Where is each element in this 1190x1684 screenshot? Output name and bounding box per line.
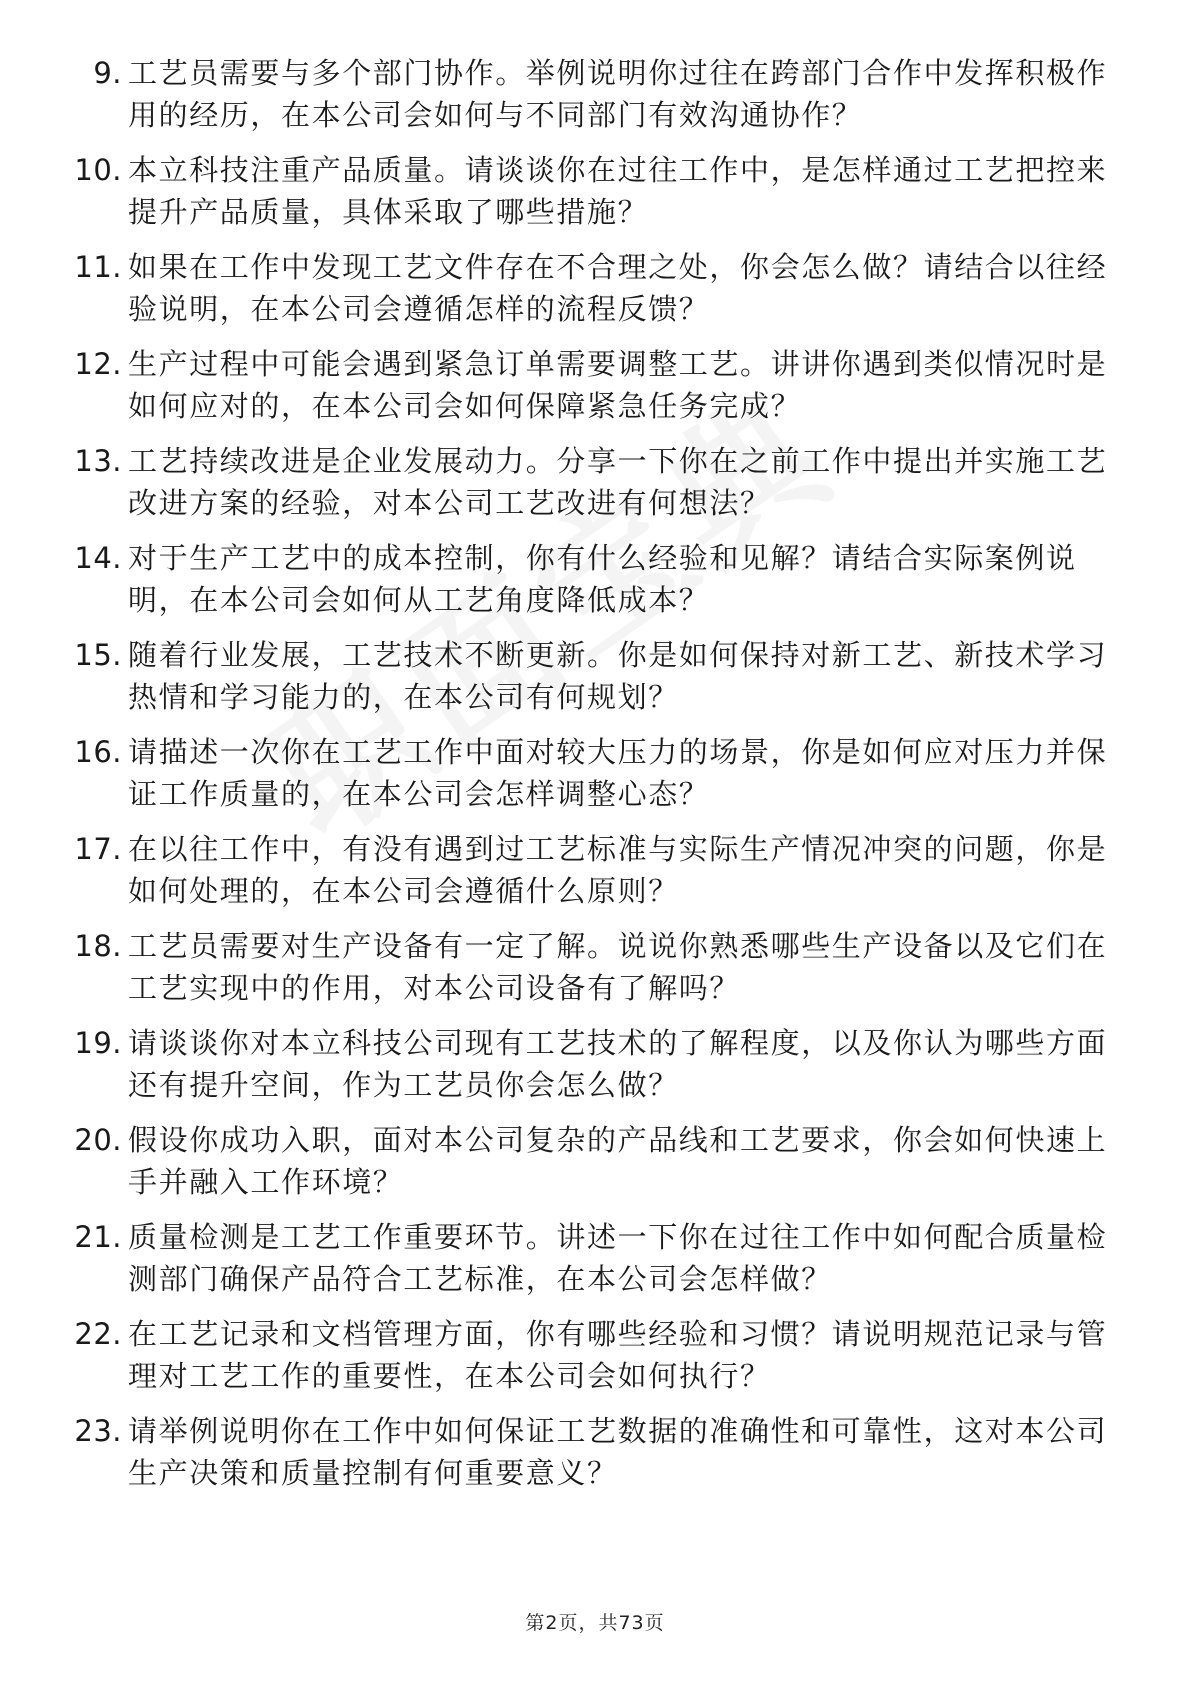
question-text: 请举例说明你在工作中如何保证工艺数据的准确性和可靠性，这对本公司生产决策和质量控制有何重要意义？	[128, 1414, 1108, 1490]
question-number: 9.	[93, 56, 122, 90]
question-text: 在以往工作中，有没有遇到过工艺标准与实际生产情况冲突的问题，你是如何处理的，在本公司会遵循什么原则？	[128, 832, 1108, 908]
question-number: 15.	[74, 638, 122, 672]
question-number: 22.	[74, 1317, 122, 1351]
question-text: 生产过程中可能会遇到紧急订单需要调整工艺。讲讲你遇到类似情况时是如何应对的，在本公司会如何保障紧急任务完成？	[128, 347, 1108, 423]
question-text: 假设你成功入职，面对本公司复杂的产品线和工艺要求，你会如何快速上手并融入工作环境？	[128, 1123, 1108, 1199]
question-text: 对于生产工艺中的成本控制，你有什么经验和见解？请结合实际案例说明，在本公司会如何从工艺角度降低成本？	[128, 541, 1077, 617]
list-item	[62, 1313, 1112, 1410]
list-item	[62, 925, 1112, 1022]
question-number: 14.	[74, 541, 122, 575]
list-item	[62, 343, 1112, 440]
question-text: 在工艺记录和文档管理方面，你有哪些经验和习惯？请说明规范记录与管理对工艺工作的重要性，在本公司会如何执行？	[128, 1317, 1108, 1393]
question-number: 19.	[74, 1026, 122, 1060]
list-item	[62, 1216, 1112, 1313]
question-number: 18.	[74, 929, 122, 963]
list-item	[62, 440, 1112, 537]
question-text: 请描述一次你在工艺工作中面对较大压力的场景，你是如何应对压力并保证工作质量的，在本公司会怎样调整心态？	[128, 735, 1108, 811]
list-item	[62, 1410, 1112, 1507]
list-item	[62, 1022, 1112, 1119]
question-number: 13.	[74, 444, 122, 478]
list-item	[62, 246, 1112, 343]
question-text: 工艺员需要与多个部门协作。举例说明你过往在跨部门合作中发挥积极作用的经历，在本公司会如何与不同部门有效沟通协作？	[128, 56, 1108, 132]
question-number: 20.	[74, 1123, 122, 1157]
question-text: 随着行业发展，工艺技术不断更新。你是如何保持对新工艺、新技术学习热情和学习能力的，在本公司有何规划？	[128, 638, 1108, 714]
page-number: 第2页，共73页	[525, 1612, 665, 1634]
list-item	[62, 52, 1112, 149]
list-item	[62, 828, 1112, 925]
question-text: 本立科技注重产品质量。请谈谈你在过往工作中，是怎样通过工艺把控来提升产品质量，具体采取了哪些措施？	[128, 153, 1108, 229]
list-item	[62, 634, 1112, 731]
question-list	[62, 52, 1112, 1507]
list-item	[62, 1119, 1112, 1216]
list-item	[62, 149, 1112, 246]
question-number: 12.	[74, 347, 122, 381]
question-text: 工艺持续改进是企业发展动力。分享一下你在之前工作中提出并实施工艺改进方案的经验，对本公司工艺改进有何想法？	[128, 444, 1108, 520]
question-number: 21.	[74, 1220, 122, 1254]
question-number: 23.	[74, 1414, 122, 1448]
question-number: 16.	[74, 735, 122, 769]
question-text: 请谈谈你对本立科技公司现有工艺技术的了解程度，以及你认为哪些方面还有提升空间，作为工艺员你会怎么做？	[128, 1026, 1108, 1102]
list-item	[62, 731, 1112, 828]
question-number: 17.	[74, 832, 122, 866]
list-item	[62, 537, 1112, 634]
question-number: 10.	[74, 153, 122, 187]
question-text: 如果在工作中发现工艺文件存在不合理之处，你会怎么做？请结合以往经验说明，在本公司会遵循怎样的流程反馈？	[128, 250, 1108, 326]
question-text: 工艺员需要对生产设备有一定了解。说说你熟悉哪些生产设备以及它们在工艺实现中的作用，对本公司设备有了解吗？	[128, 929, 1108, 1005]
question-text: 质量检测是工艺工作重要环节。讲述一下你在过往工作中如何配合质量检测部门确保产品符合工艺标准，在本公司会怎样做？	[128, 1220, 1108, 1296]
question-number: 11.	[74, 250, 122, 284]
